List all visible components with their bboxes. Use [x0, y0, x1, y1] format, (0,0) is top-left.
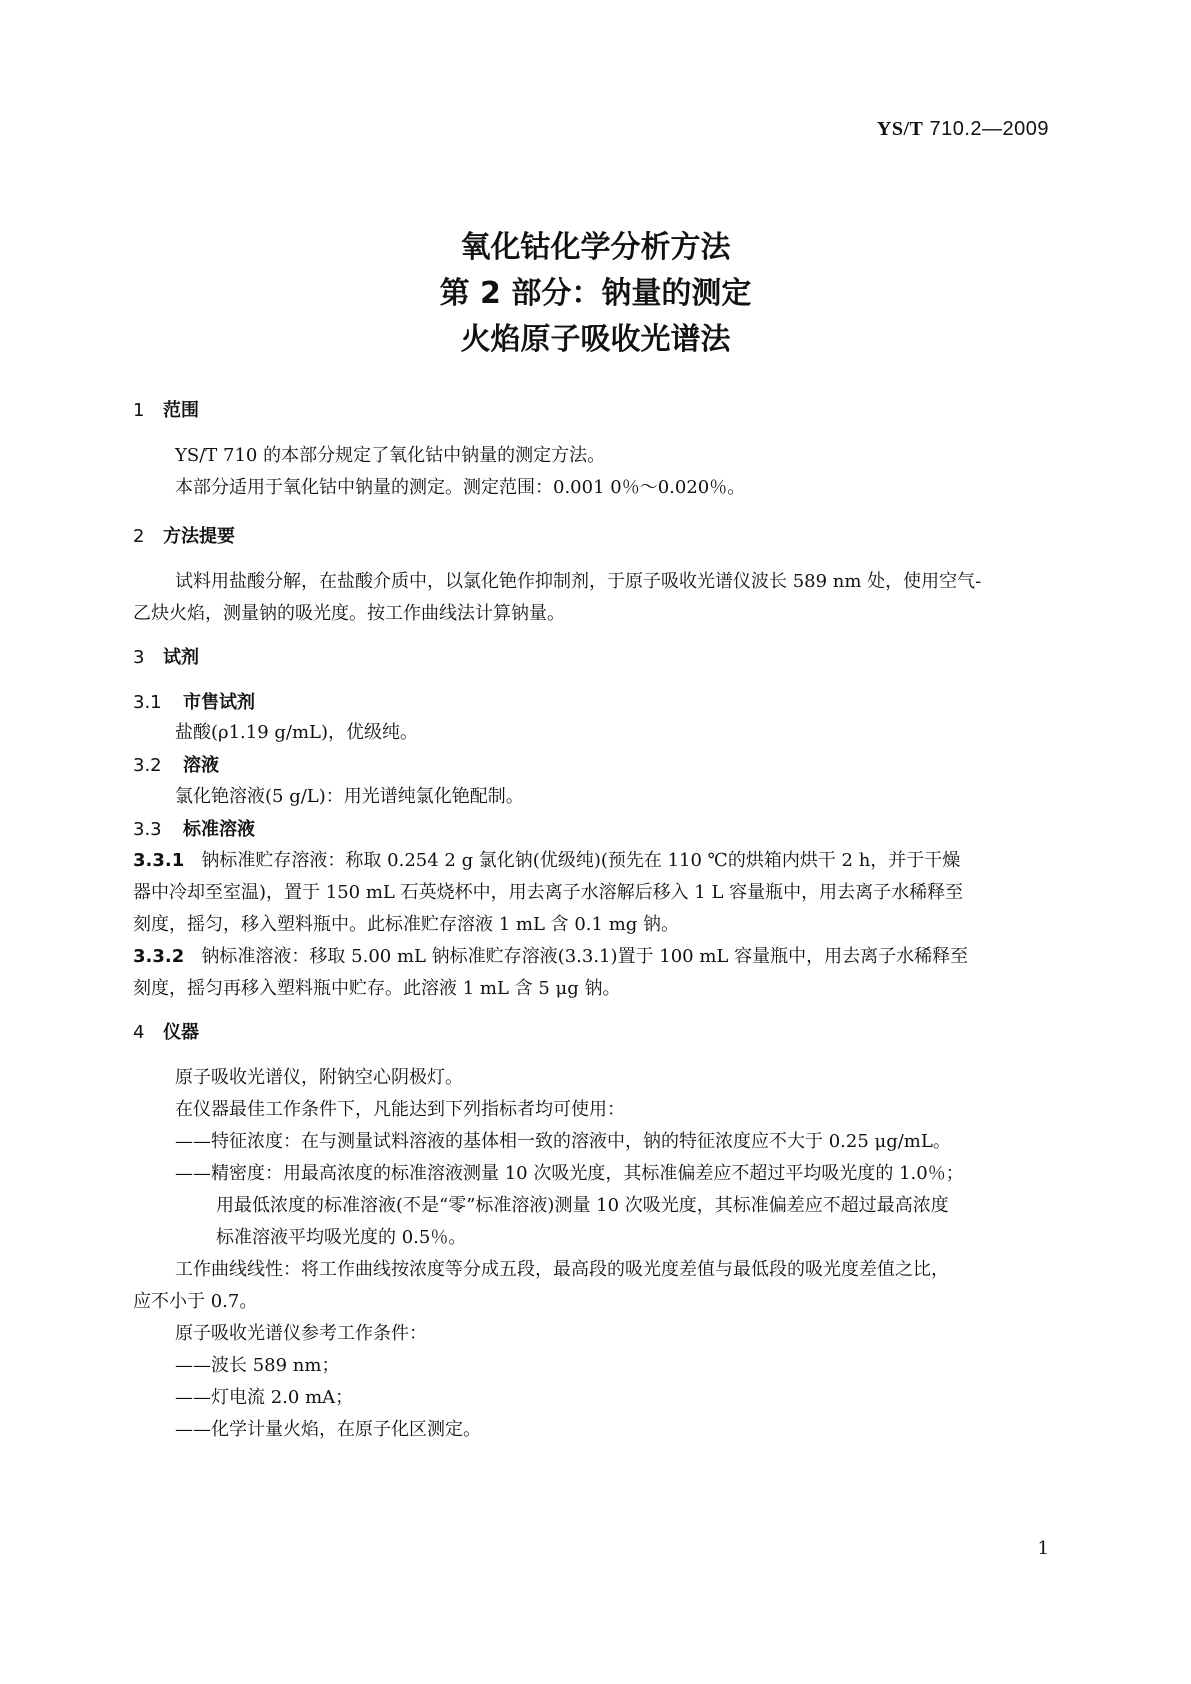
section-4-condition-3: ——化学计量火焰，在原子化区测定。	[175, 1419, 481, 1440]
section-3-3-1-line-2: 器中冷却至室温)，置于 150 mL 石英烧杯中，用去离子水溶解后移入 1 L 容量瓶中，用去离子水稀释至	[133, 882, 964, 903]
section-4-para-1: 原子吸收光谱仪，附钠空心阴极灯。	[175, 1067, 463, 1088]
section-2-para-line-2: 乙炔火焰，测量钠的吸光度。按工作曲线法计算钠量。	[133, 603, 565, 624]
section-1-heading: 1 范围	[133, 400, 199, 421]
section-3-2-heading: 3.2 溶液	[133, 755, 219, 776]
section-4-dash-2-line-3: 标准溶液平均吸光度的 0.5％。	[216, 1227, 467, 1248]
page-number: 1	[1037, 1538, 1049, 1559]
standard-prefix: YS/T	[876, 118, 924, 140]
section-3-1-para: 盐酸(ρ1.19 g/mL)，优级纯。	[175, 722, 419, 743]
title-line-2: 第 2 部分：钠量的测定	[439, 276, 752, 311]
section-2-heading: 2 方法提要	[133, 526, 235, 547]
section-3-heading: 3 试剂	[133, 647, 199, 668]
section-1-para-1: YS/T 710 的本部分规定了氧化钴中钠量的测定方法。	[175, 445, 606, 466]
section-4-dash-2-line-1: ——精密度：用最高浓度的标准溶液测量 10 次吸光度，其标准偏差应不超过平均吸光度的 1.0％；	[175, 1163, 964, 1184]
section-3-3-1-number: 3.3.1	[133, 850, 185, 871]
standard-code	[877, 118, 1049, 141]
section-3-3-2-number: 3.3.2	[133, 946, 185, 967]
section-3-3-2-text-a: 钠标准溶液：移取 5.00 mL 钠标准贮存溶液(3.3.1)置于 100 mL 容量瓶中，用去离子水稀释至	[201, 946, 969, 967]
section-2-para-line-1: 试料用盐酸分解，在盐酸介质中，以氯化铯作抑制剂，于原子吸收光谱仪波长 589 nm 处，使用空气-	[175, 571, 982, 592]
section-4-para-3-line-1: 工作曲线线性：将工作曲线按浓度等分成五段，最高段的吸光度差值与最低段的吸光度差值之比，	[175, 1259, 949, 1280]
section-3-3-heading: 3.3 标准溶液	[133, 819, 255, 840]
title-line-1: 氧化钴化学分析方法	[460, 230, 731, 265]
section-3-3-1-text-a: 钠标准贮存溶液：称取 0.254 2 g 氯化钠(优级纯)(预先在 110 ℃的烘箱内烘干 2 h，并于干燥	[201, 850, 961, 871]
standard-number: 710.2—2009	[929, 118, 1049, 140]
section-4-dash-1: ——特征浓度：在与测量试料溶液的基体相一致的溶液中，钠的特征浓度应不大于 0.25 μg/mL。	[175, 1131, 951, 1152]
section-4-dash-2-line-2: 用最低浓度的标准溶液(不是“零”标准溶液)测量 10 次吸光度，其标准偏差应不超过最高浓度	[216, 1195, 949, 1216]
section-3-2-para: 氯化铯溶液(5 g/L)：用光谱纯氯化铯配制。	[175, 786, 524, 807]
section-4-heading: 4 仪器	[133, 1022, 199, 1043]
document-title	[0, 225, 1191, 363]
section-3-3-1-line-3: 刻度，摇匀，移入塑料瓶中。此标准贮存溶液 1 mL 含 0.1 mg 钠。	[133, 914, 680, 935]
section-3-1-heading: 3.1 市售试剂	[133, 692, 255, 713]
section-4-para-3-line-2: 应不小于 0.7。	[133, 1291, 258, 1312]
section-1-para-2: 本部分适用于氧化钴中钠量的测定。测定范围：0.001 0％～0.020％。	[175, 477, 746, 498]
section-4-condition-2: ——灯电流 2.0 mA；	[175, 1387, 354, 1408]
section-3-3-1-line-1	[133, 846, 960, 872]
title-line-3: 火焰原子吸收光谱法	[460, 322, 731, 357]
section-3-3-2-line-1	[133, 942, 968, 968]
section-4-condition-1: ——波长 589 nm；	[175, 1355, 340, 1376]
section-4-para-2: 在仪器最佳工作条件下，凡能达到下列指标者均可使用：	[175, 1099, 625, 1120]
section-3-3-2-line-2: 刻度，摇匀再移入塑料瓶中贮存。此溶液 1 mL 含 5 μg 钠。	[133, 978, 621, 999]
section-4-para-4: 原子吸收光谱仪参考工作条件：	[175, 1323, 427, 1344]
